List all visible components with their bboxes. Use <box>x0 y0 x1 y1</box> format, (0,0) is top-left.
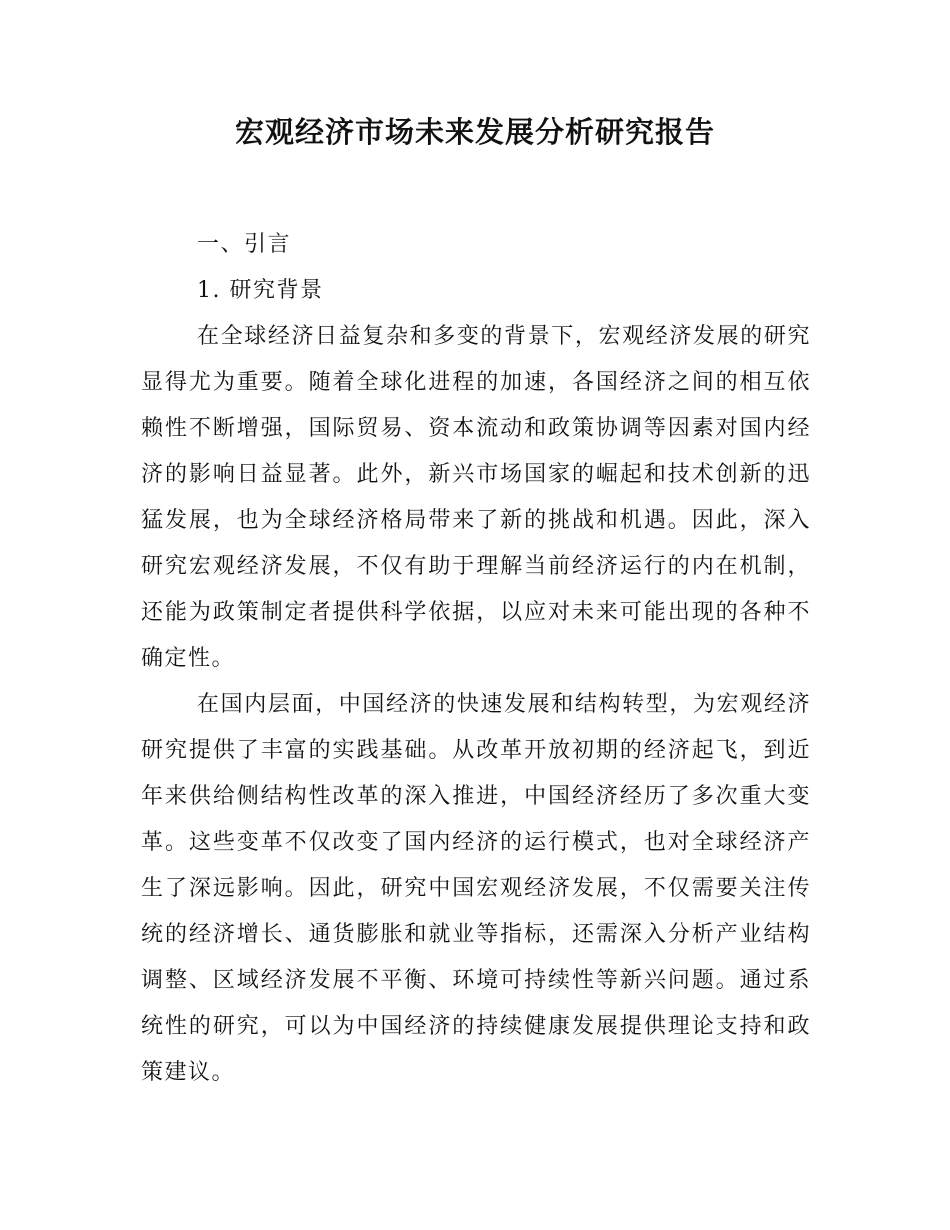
subsection-heading: 1. 研究背景 <box>197 278 324 303</box>
section-heading: 一、引言 <box>197 232 292 257</box>
body-paragraph-1: 在全球经济日益复杂和多变的背景下，宏观经济发展的研究显得尤为重要。随着全球化进程的加速，各国经济之间的相互依赖性不断增强，国际贸易、资本流动和政策协调等因素对国内经济的影响日益显著。此外，新兴市场国家的崛起和技术创新的迅猛发展，也为全球经济格局带来了新的挑战和机遇。因此，深入研究宏观经济发展，不仅有助于理解当前经济运行的内在机制，还能为政策制定者提供科学依据，以应对未来可能出现的各种不确定性。 <box>141 324 811 671</box>
document-title: 宏观经济市场未来发展分析研究报告 <box>234 115 715 149</box>
body-paragraph-2: 在国内层面，中国经济的快速发展和结构转型，为宏观经济研究提供了丰富的实践基础。从改革开放初期的经济起飞，到近年来供给侧结构性改革的深入推进，中国经济经历了多次重大变革。这些变革不仅改变了国内经济的运行模式，也对全球经济产生了深远影响。因此，研究中国宏观经济发展，不仅需要关注传统的经济增长、通货膨胀和就业等指标，还需深入分析产业结构调整、区域经济发展不平衡、环境可持续性等新兴问题。通过系统性的研究，可以为中国经济的持续健康发展提供理论支持和政策建议。 <box>141 692 811 1085</box>
document-body <box>141 222 811 1096</box>
